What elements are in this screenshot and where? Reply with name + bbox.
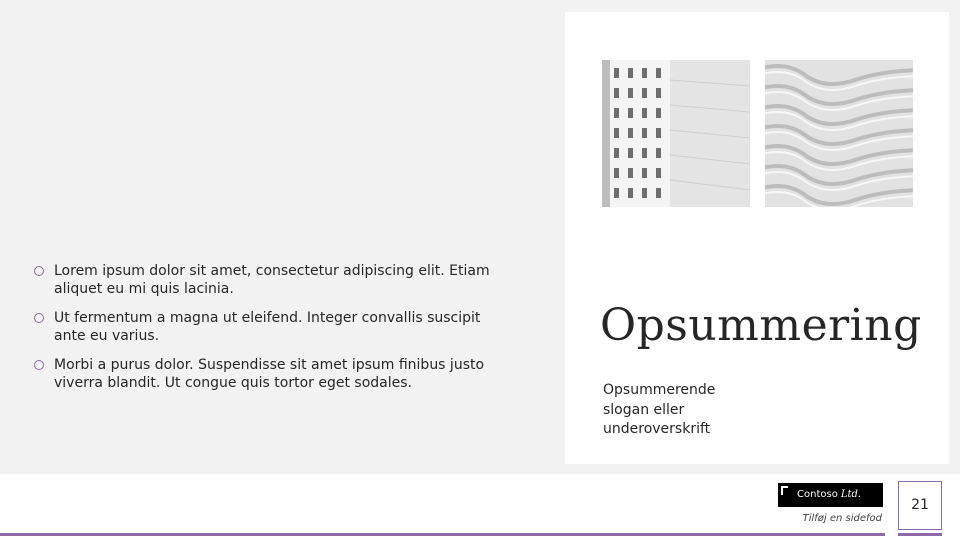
slide-title: Opsummering [600, 300, 922, 351]
logo-suffix: Ltd. [840, 489, 862, 500]
bullet-item [34, 356, 494, 392]
page-number: 21 [911, 497, 929, 513]
bullet-item [34, 262, 494, 298]
bullet-text: Lorem ipsum dolor sit amet, consectetur adipiscing elit. Etiam aliquet eu mi quis lacinia. [54, 263, 490, 297]
bullet-list [34, 262, 494, 403]
logo-name: Contoso [797, 489, 838, 500]
bullet-circle-icon [34, 266, 44, 276]
architecture-waves-photo [765, 60, 913, 207]
bullet-circle-icon [34, 360, 44, 370]
bullet-text: Morbi a purus dolor. Suspendisse sit amet ipsum finibus justo viverra blandit. Ut congue quis tortor eget sodales. [54, 357, 485, 391]
company-logo [778, 483, 883, 507]
bullet-item [34, 309, 494, 345]
footer-text: Tilføj en sidefod [802, 513, 882, 524]
page-number-box [898, 481, 942, 530]
page-number-accent-line [898, 533, 942, 536]
footer-accent-line [0, 533, 885, 536]
bullet-circle-icon [34, 313, 44, 323]
bullet-text: Ut fermentum a magna ut eleifend. Integer convallis suscipit ante eu varius. [54, 310, 481, 344]
logo-corner-icon [781, 486, 788, 495]
building-photo [602, 60, 750, 207]
slide-subtitle: Opsummerende slogan eller underoverskrift [603, 382, 716, 437]
